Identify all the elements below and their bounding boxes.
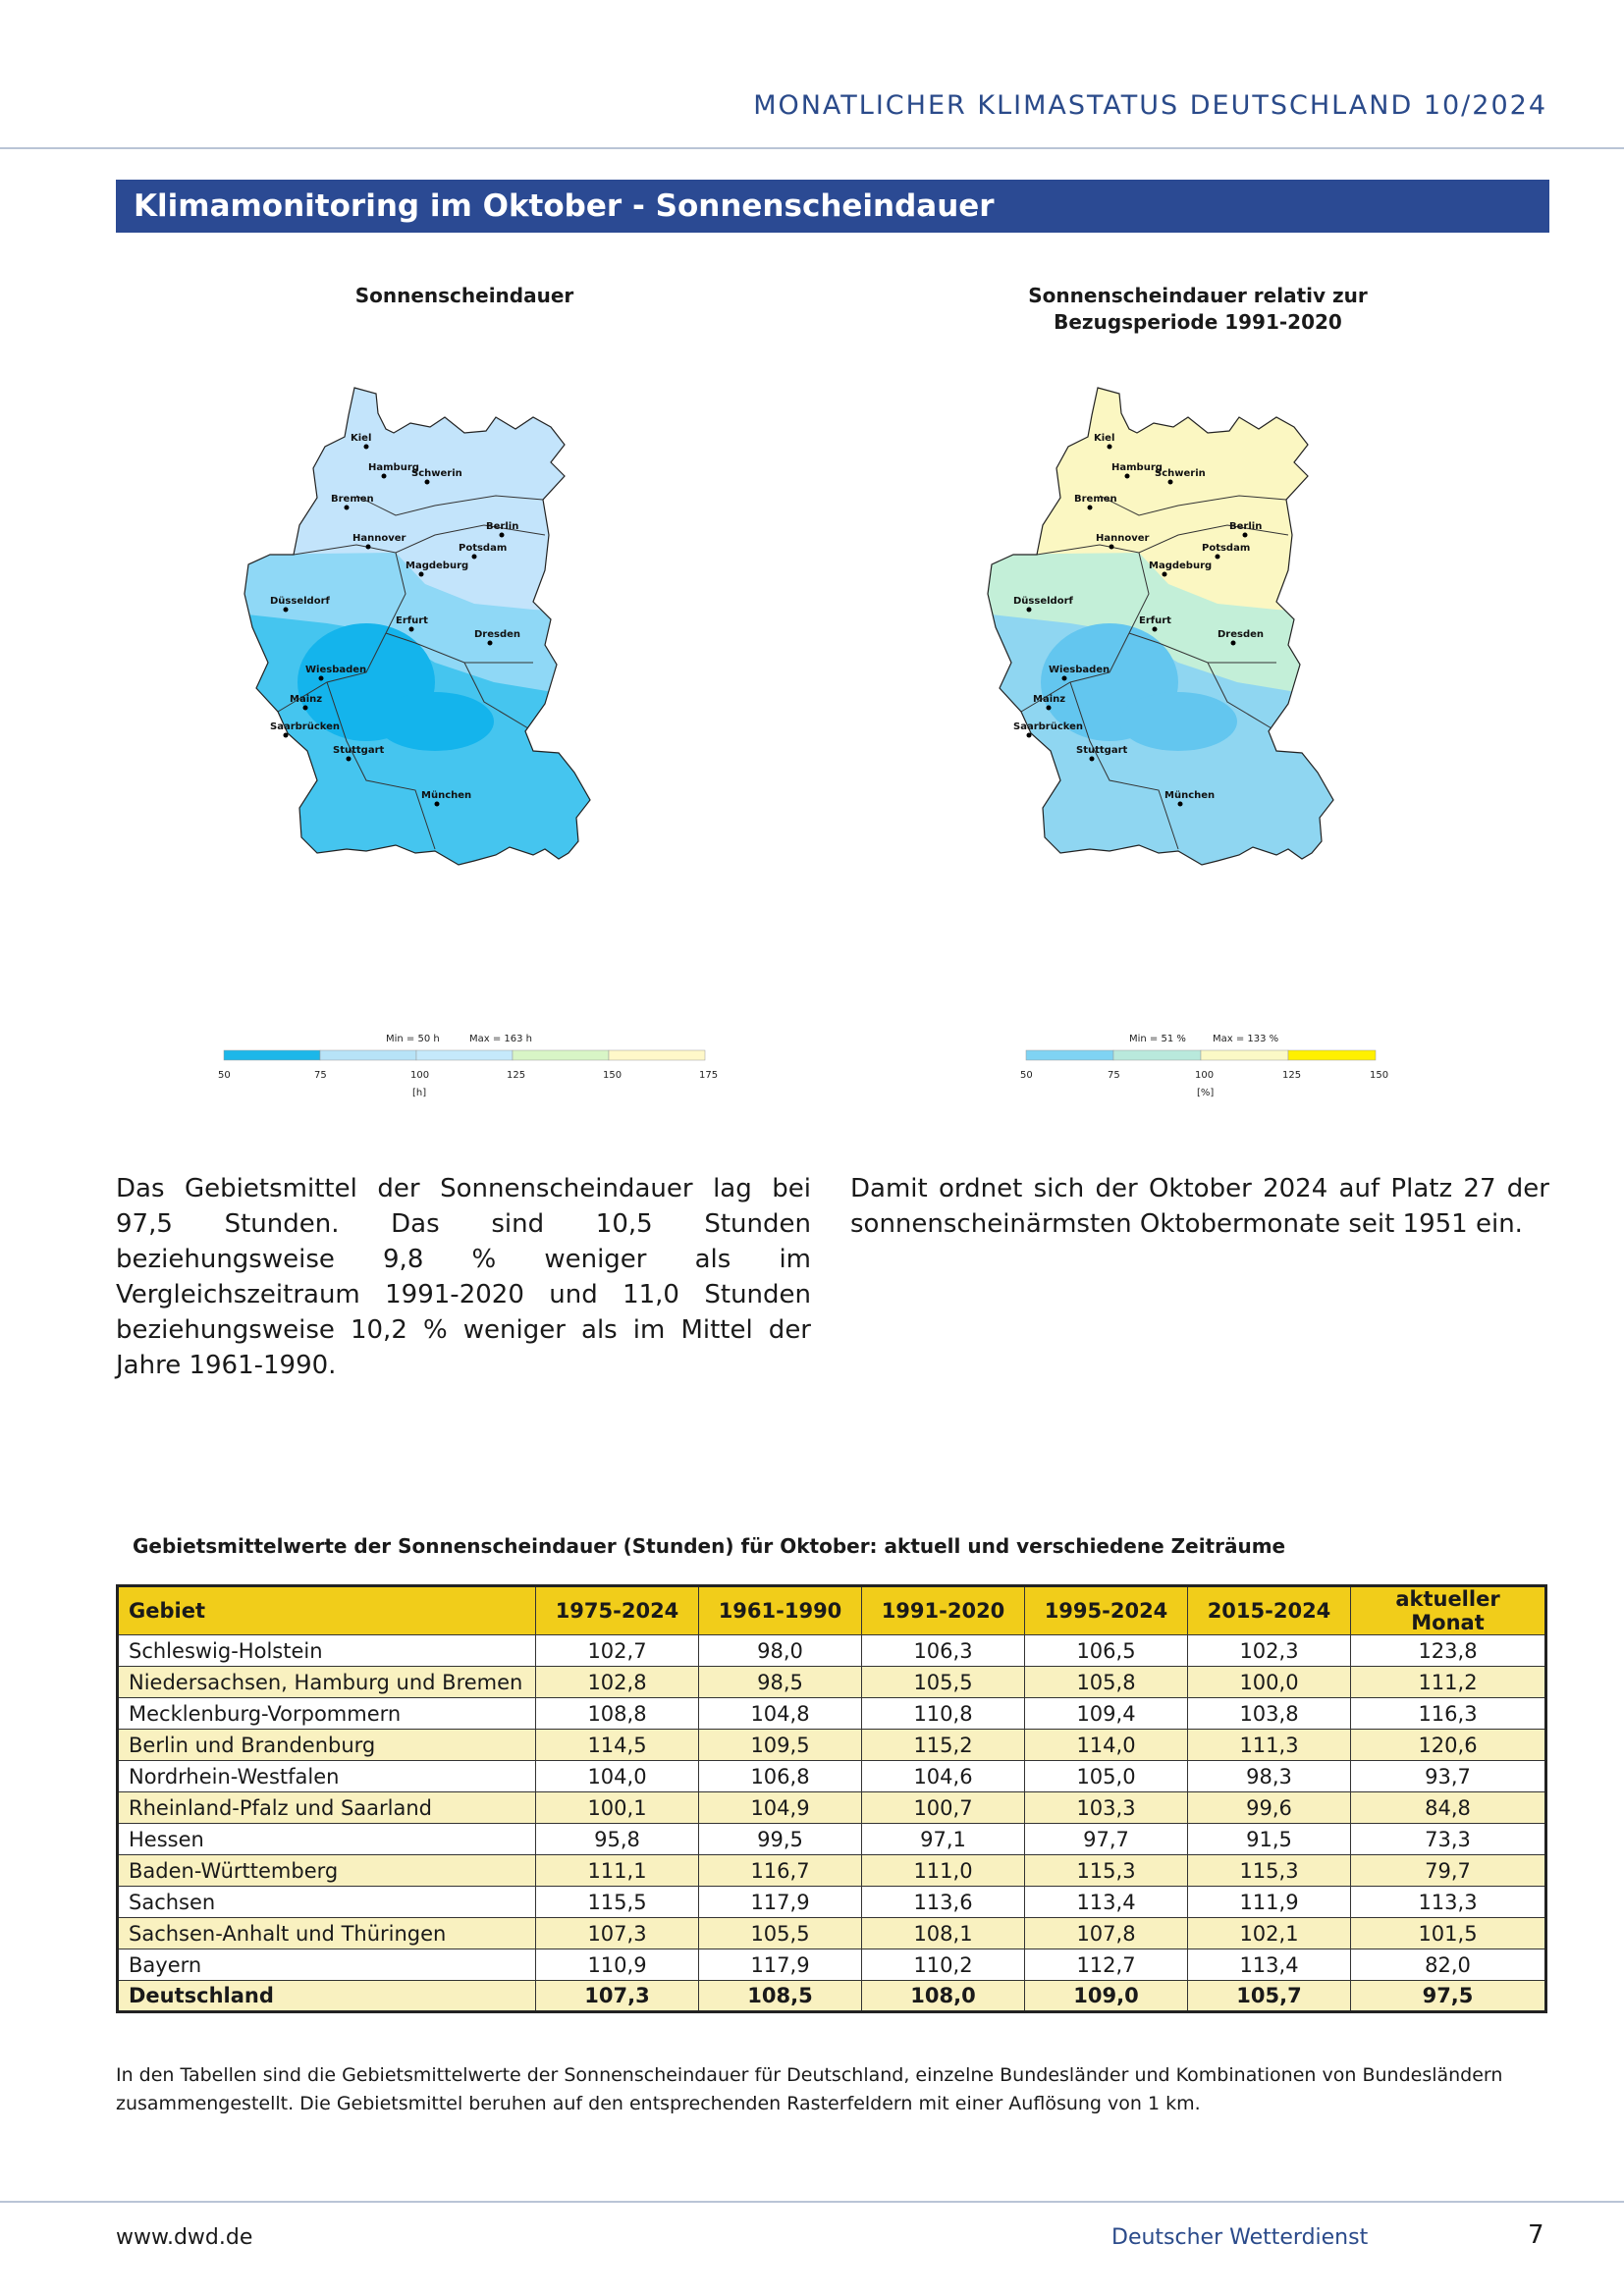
table-row — [118, 1667, 1546, 1698]
table-value-cell: 107,8 — [1025, 1918, 1188, 1949]
city-marker — [284, 733, 289, 738]
legend-tick: 125 — [507, 1070, 526, 1081]
table-header-row — [118, 1586, 1546, 1635]
city-label: Berlin — [486, 521, 519, 532]
table-value-cell: 109,4 — [1025, 1698, 1188, 1730]
city-label: Erfurt — [396, 615, 428, 626]
table-value-cell: 97,7 — [1025, 1824, 1188, 1855]
table-value-cell: 97,5 — [1351, 1981, 1546, 2012]
legend-swatch — [513, 1050, 609, 1060]
legend-tick: 75 — [314, 1070, 327, 1081]
map-2-caption-box — [1006, 283, 1389, 336]
table-region-cell: Sachsen-Anhalt und Thüringen — [118, 1918, 536, 1949]
city-label: Dresden — [474, 629, 521, 640]
city-marker — [500, 533, 505, 538]
table-header-cell: 1975-2024 — [536, 1586, 699, 1635]
table-row — [118, 1698, 1546, 1730]
legend-tick: 50 — [218, 1070, 231, 1081]
table-value-cell: 91,5 — [1188, 1824, 1351, 1855]
legend-tick: 125 — [1282, 1070, 1302, 1081]
table-value-cell: 117,9 — [699, 1887, 862, 1918]
table-value-cell: 95,8 — [536, 1824, 699, 1855]
city-marker — [364, 445, 369, 450]
table-value-cell: 102,3 — [1188, 1635, 1351, 1667]
city-label: Kiel — [1094, 433, 1115, 444]
page-number: 7 — [1528, 2220, 1544, 2250]
table-row — [118, 1918, 1546, 1949]
section-title: Klimamonitoring im Oktober - Sonnenscheindauer — [116, 180, 1549, 233]
table-header-cell: 1995-2024 — [1025, 1586, 1188, 1635]
city-label: Magdeburg — [406, 561, 469, 571]
city-marker — [425, 480, 430, 485]
table-value-cell: 105,5 — [862, 1667, 1025, 1698]
city-marker — [1108, 445, 1112, 450]
city-label: München — [1164, 790, 1216, 801]
header-title: MONATLICHER KLIMASTATUS DEUTSCHLAND 10/2024 — [753, 90, 1547, 121]
table-row — [118, 1824, 1546, 1855]
map-max-label: Max = 133 % — [1213, 1034, 1279, 1044]
table-body — [118, 1635, 1546, 2012]
table-title: Gebietsmittelwerte der Sonnenscheindauer (Stunden) für Oktober: aktuell und verschiedene Zeiträume — [133, 1534, 1286, 1558]
city-marker — [1125, 474, 1130, 479]
table-value-cell: 97,1 — [862, 1824, 1025, 1855]
table-value-cell: 100,1 — [536, 1792, 699, 1824]
city-label: München — [421, 790, 472, 801]
city-marker — [345, 506, 350, 510]
table-region-cell: Schleswig-Holstein — [118, 1635, 536, 1667]
table-value-cell: 111,0 — [862, 1855, 1025, 1887]
table-value-cell: 103,3 — [1025, 1792, 1188, 1824]
table-region-cell: Sachsen — [118, 1887, 536, 1918]
city-label: Düsseldorf — [270, 596, 330, 607]
table-value-cell: 113,4 — [1025, 1887, 1188, 1918]
table-value-cell: 99,5 — [699, 1824, 862, 1855]
table-value-cell: 116,7 — [699, 1855, 862, 1887]
legend-tick: 75 — [1108, 1070, 1120, 1081]
city-label: Mainz — [1033, 694, 1066, 705]
city-label: Hamburg — [1111, 462, 1163, 473]
map-min-label: Min = 51 % — [1129, 1034, 1186, 1044]
table-header-cell: 2015-2024 — [1188, 1586, 1351, 1635]
city-marker — [488, 641, 493, 646]
table-value-cell: 108,8 — [536, 1698, 699, 1730]
table-value-cell: 106,3 — [862, 1635, 1025, 1667]
city-marker — [1243, 533, 1248, 538]
city-marker — [303, 706, 308, 711]
table-header-cell: Gebiet — [118, 1586, 536, 1635]
table-value-cell: 101,5 — [1351, 1918, 1546, 1949]
city-marker — [1090, 757, 1095, 762]
table-row — [118, 1887, 1546, 1918]
table-region-cell: Bayern — [118, 1949, 536, 1981]
table-value-cell: 104,9 — [699, 1792, 862, 1824]
city-marker — [1168, 480, 1173, 485]
table-row — [118, 1635, 1546, 1667]
table-value-cell: 116,3 — [1351, 1698, 1546, 1730]
city-marker — [409, 627, 414, 632]
table-value-cell: 105,5 — [699, 1918, 862, 1949]
city-label: Saarbrücken — [1013, 721, 1084, 732]
legend-swatch — [1026, 1050, 1113, 1060]
table-value-cell: 113,3 — [1351, 1887, 1546, 1918]
map-sunshine-relative — [982, 378, 1414, 1104]
legend-tick: 175 — [699, 1070, 719, 1081]
city-label: Kiel — [351, 433, 372, 444]
table-value-cell: 115,2 — [862, 1730, 1025, 1761]
city-marker — [1216, 555, 1220, 560]
table-region-cell: Hessen — [118, 1824, 536, 1855]
map-surface — [229, 378, 612, 898]
table-value-cell: 117,9 — [699, 1949, 862, 1981]
table-value-cell: 111,3 — [1188, 1730, 1351, 1761]
table-header-cell: aktueller Monat — [1351, 1586, 1546, 1635]
table-value-cell: 111,2 — [1351, 1667, 1546, 1698]
table-value-cell: 108,1 — [862, 1918, 1025, 1949]
table-value-cell: 105,7 — [1188, 1981, 1351, 2012]
city-label: Wiesbaden — [1049, 665, 1110, 675]
legend-swatch — [320, 1050, 416, 1060]
map-2-caption: Sonnenscheindauer relativ zur Bezugsperiode 1991-2020 — [1028, 284, 1368, 334]
table-row — [118, 1855, 1546, 1887]
table-value-cell: 113,4 — [1188, 1949, 1351, 1981]
city-marker — [1027, 608, 1032, 613]
city-label: Schwerin — [1155, 468, 1206, 479]
city-marker — [382, 474, 387, 479]
table-value-cell: 115,5 — [536, 1887, 699, 1918]
table-value-cell: 120,6 — [1351, 1730, 1546, 1761]
city-marker — [347, 757, 352, 762]
table-header-cell: 1961-1990 — [699, 1586, 862, 1635]
city-label: Potsdam — [459, 543, 508, 554]
city-marker — [366, 545, 371, 550]
table-value-cell: 108,0 — [862, 1981, 1025, 2012]
city-marker — [1153, 627, 1158, 632]
table-value-cell: 102,1 — [1188, 1918, 1351, 1949]
table-header-cell: 1991-2020 — [862, 1586, 1025, 1635]
city-label: Erfurt — [1139, 615, 1171, 626]
city-marker — [1163, 572, 1167, 577]
footer-divider — [0, 2201, 1624, 2203]
legend-tick: 100 — [410, 1070, 430, 1081]
city-label: Stuttgart — [333, 745, 385, 756]
city-label: Wiesbaden — [305, 665, 367, 675]
footnote: In den Tabellen sind die Gebietsmittelwerte der Sonnenscheindauer für Deutschland, einzelne Bundesländer und Kombinationen von Bundesländern zusammengestellt. Die Gebietsmittel beruhen auf den entsprechenden Rasterfeldern mit einer Auflösung von 1 km. — [116, 2064, 1503, 2114]
city-label: Schwerin — [411, 468, 462, 479]
legend-swatch — [1288, 1050, 1376, 1060]
table-value-cell: 105,8 — [1025, 1667, 1188, 1698]
legend-swatch — [1113, 1050, 1201, 1060]
table-value-cell: 112,7 — [1025, 1949, 1188, 1981]
city-label: Hannover — [352, 533, 406, 544]
table-value-cell: 115,3 — [1025, 1855, 1188, 1887]
legend-unit: [h] — [412, 1088, 427, 1098]
table-value-cell: 104,6 — [862, 1761, 1025, 1792]
city-marker — [472, 555, 477, 560]
city-label: Bremen — [1074, 494, 1117, 505]
paragraph-left: Das Gebietsmittel der Sonnenscheindauer lag bei 97,5 Stunden. Das sind 10,5 Stunden beziehungsweise 9,8 % weniger als im Vergleichszeitraum 1991-2020 und 11,0 Stunden beziehungsweise 10,2 % weniger als im Mittel der Jahre 1961-1990. — [116, 1174, 811, 1380]
city-marker — [1178, 802, 1183, 807]
legend-swatch — [224, 1050, 320, 1060]
legend-tick: 150 — [1370, 1070, 1389, 1081]
city-marker — [1088, 506, 1093, 510]
city-marker — [1231, 641, 1236, 646]
table-value-cell: 82,0 — [1351, 1949, 1546, 1981]
city-label: Hannover — [1096, 533, 1150, 544]
table-value-cell: 98,3 — [1188, 1761, 1351, 1792]
footer-organization: Deutscher Wetterdienst — [1111, 2225, 1369, 2250]
table-region-cell: Deutschland — [118, 1981, 536, 2012]
paragraph-right: Damit ordnet sich der Oktober 2024 auf Platz 27 der sonnenscheinärmsten Oktobermonate seit 1951 ein. — [850, 1174, 1549, 1239]
legend-unit: [%] — [1197, 1088, 1215, 1098]
map-1-caption: Sonnenscheindauer — [354, 284, 574, 307]
city-marker — [1047, 706, 1052, 711]
table-value-cell: 114,5 — [536, 1730, 699, 1761]
table-region-cell: Mecklenburg-Vorpommern — [118, 1698, 536, 1730]
table-value-cell: 106,5 — [1025, 1635, 1188, 1667]
city-marker — [319, 676, 324, 681]
table-value-cell: 111,1 — [536, 1855, 699, 1887]
table-row — [118, 1792, 1546, 1824]
city-marker — [284, 608, 289, 613]
footer-url: www.dwd.de — [116, 2225, 253, 2250]
city-label: Stuttgart — [1076, 745, 1128, 756]
table-value-cell: 115,3 — [1188, 1855, 1351, 1887]
table-value-cell: 109,5 — [699, 1730, 862, 1761]
table-value-cell: 104,8 — [699, 1698, 862, 1730]
table-value-cell: 99,6 — [1188, 1792, 1351, 1824]
city-marker — [419, 572, 424, 577]
table-value-cell: 102,7 — [536, 1635, 699, 1667]
map-max-label: Max = 163 h — [469, 1034, 533, 1044]
table-total-row — [118, 1981, 1546, 2012]
table-value-cell: 79,7 — [1351, 1855, 1546, 1887]
city-label: Berlin — [1229, 521, 1263, 532]
legend-tick: 150 — [603, 1070, 623, 1081]
legend-tick: 100 — [1195, 1070, 1215, 1081]
city-marker — [1062, 676, 1067, 681]
table-value-cell: 110,2 — [862, 1949, 1025, 1981]
city-label: Magdeburg — [1149, 561, 1213, 571]
table-region-cell: Baden-Württemberg — [118, 1855, 536, 1887]
table-value-cell: 109,0 — [1025, 1981, 1188, 2012]
table-value-cell: 108,5 — [699, 1981, 862, 2012]
table-value-cell: 110,8 — [862, 1698, 1025, 1730]
table-value-cell: 102,8 — [536, 1667, 699, 1698]
table-value-cell: 107,3 — [536, 1918, 699, 1949]
city-label: Hamburg — [368, 462, 419, 473]
table-value-cell: 123,8 — [1351, 1635, 1546, 1667]
table-value-cell: 98,5 — [699, 1667, 862, 1698]
legend-tick: 50 — [1020, 1070, 1033, 1081]
table-value-cell: 100,7 — [862, 1792, 1025, 1824]
map-sunshine-hours — [214, 378, 725, 1104]
city-marker — [1110, 545, 1114, 550]
table-value-cell: 84,8 — [1351, 1792, 1546, 1824]
table-value-cell: 104,0 — [536, 1761, 699, 1792]
legend-swatch — [609, 1050, 705, 1060]
table-value-cell: 105,0 — [1025, 1761, 1188, 1792]
table-value-cell: 111,9 — [1188, 1887, 1351, 1918]
table-value-cell: 73,3 — [1351, 1824, 1546, 1855]
table-value-cell: 103,8 — [1188, 1698, 1351, 1730]
legend-swatch — [1201, 1050, 1288, 1060]
map-1-caption-box — [283, 283, 646, 309]
city-label: Dresden — [1218, 629, 1265, 640]
map-region-core — [1119, 692, 1237, 751]
table-region-cell: Niedersachsen, Hamburg und Bremen — [118, 1667, 536, 1698]
table-row — [118, 1761, 1546, 1792]
table-value-cell: 114,0 — [1025, 1730, 1188, 1761]
city-label: Düsseldorf — [1013, 596, 1073, 607]
table-region-cell: Nordrhein-Westfalen — [118, 1761, 536, 1792]
table-value-cell: 113,6 — [862, 1887, 1025, 1918]
city-label: Saarbrücken — [270, 721, 341, 732]
map-min-label: Min = 50 h — [386, 1034, 440, 1044]
legend-swatch — [416, 1050, 513, 1060]
map-region-core — [376, 692, 494, 751]
city-label: Mainz — [290, 694, 323, 705]
table-row — [118, 1730, 1546, 1761]
table-value-cell: 107,3 — [536, 1981, 699, 2012]
table-region-cell: Rheinland-Pfalz und Saarland — [118, 1792, 536, 1824]
table-region-cell: Berlin und Brandenburg — [118, 1730, 536, 1761]
table-row — [118, 1949, 1546, 1981]
table-value-cell: 106,8 — [699, 1761, 862, 1792]
city-label: Potsdam — [1202, 543, 1251, 554]
table-value-cell: 93,7 — [1351, 1761, 1546, 1792]
table-value-cell: 100,0 — [1188, 1667, 1351, 1698]
table-value-cell: 98,0 — [699, 1635, 862, 1667]
city-label: Bremen — [331, 494, 374, 505]
city-marker — [435, 802, 440, 807]
sunshine-table — [116, 1584, 1547, 2013]
table-value-cell: 110,9 — [536, 1949, 699, 1981]
city-marker — [1027, 733, 1032, 738]
header-divider — [0, 147, 1624, 149]
